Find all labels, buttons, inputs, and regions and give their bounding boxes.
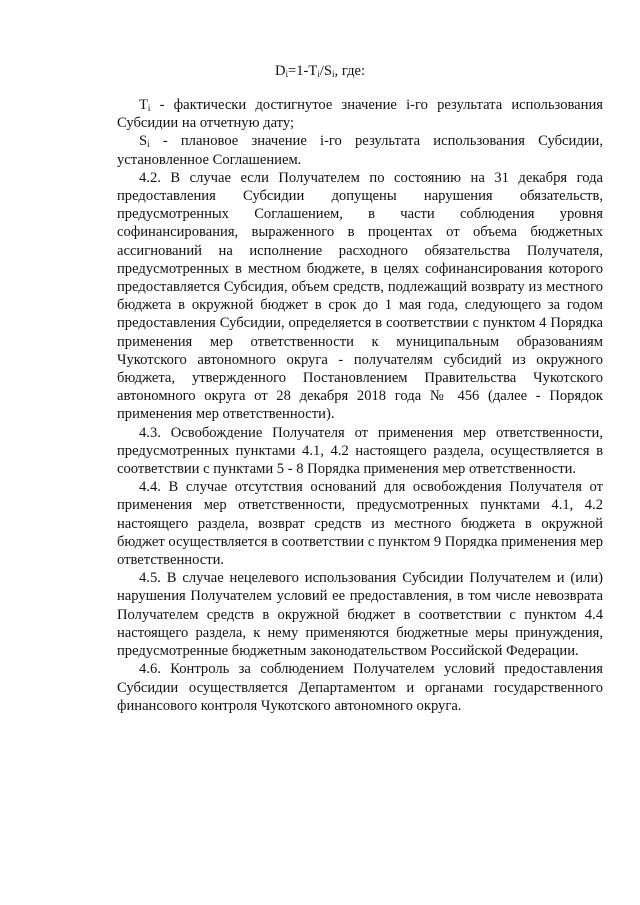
formula-s-subscript: i	[332, 69, 335, 79]
formula-tail: , где:	[334, 63, 366, 79]
definition-t	[117, 96, 603, 132]
formula-eq: =1-T	[288, 63, 318, 79]
definition-subscript: i	[147, 139, 150, 150]
definition-text: - фактически достигнутое значение i-го результата использования Субсидии на отчетную дату;	[117, 97, 603, 132]
paragraph-4-2: 4.2. В случае если Получателем по состоянию на 31 декабря года предоставления Субсидии допущены нарушения обязательств, предусмотренных Соглашением, в части соблюдения уровня софинансирования, выраженного в процентах от объема бюджетных ассигнований на исполнение расходного обязательства Получателя, предусмотренных в местном бюджете, в целях софинансирования которого предоставляется Субсидия, объем средств, подлежащий возврату из местного бюджета в окружной бюджет в срок до 1 мая года, следующего за годом предоставления Субсидии, определяется в соответствии с пунктом 4 Порядка применения мер ответственности к муниципальным образованиям Чукотского автономного округа - получателям субсидий из окружного бюджета, утвержденного Постановлением Правительства Чукотского автономного округа от 28 декабря 2018 года № 456 (далее - Порядок применения мер ответственности).	[117, 169, 603, 423]
paragraph-4-6: 4.6. Контроль за соблюдением Получателем условий предоставления Субсидии осуществляется Департаментом и органами государственного финансового контроля Чукотского автономного округа.	[117, 661, 603, 714]
paragraph-4-3: 4.3. Освобождение Получателя от применения мер ответственности, предусмотренных пунктами 4.1, 4.2 настоящего раздела, осуществляется в соответствии с пунктами 5 - 8 Порядка применения мер ответственности.	[117, 424, 603, 478]
formula-t-subscript: i	[317, 69, 320, 79]
definition-s	[117, 132, 603, 168]
definition-symbol: S	[139, 133, 148, 150]
formula-d: D	[274, 63, 286, 79]
definition-text: - плановое значение i-го результата использования Субсидии, установленное Соглашением.	[117, 133, 603, 168]
paragraph-4-4: 4.4. В случае отсутствия оснований для освобождения Получателя от применения мер ответственности, предусмотренных пунктами 4.1, 4.2 настоящего раздела, возврат средств из местного бюджета в окружной бюджет осуществляется в соответствии с пунктом 9 Порядка применения мер ответственности.	[117, 479, 603, 569]
formula-line	[0, 62, 640, 80]
formula-d-subscript: i	[285, 69, 289, 79]
definition-symbol: T	[139, 97, 148, 113]
document-body	[117, 96, 603, 715]
paragraph-4-5: 4.5. В случае нецелевого использования Субсидии Получателем и (или) нарушения Получателем условий ее предоставления, в том числе невозврата Получателем средств в окружной бюджет в соответствии с пунктом 4.4 настоящего раздела, к нему применяются бюджетные меры принуждения, предусмотренные бюджетным законодательством Российской Федерации.	[117, 570, 603, 660]
definition-subscript: i	[147, 103, 151, 113]
formula-slash: /S	[319, 63, 333, 79]
